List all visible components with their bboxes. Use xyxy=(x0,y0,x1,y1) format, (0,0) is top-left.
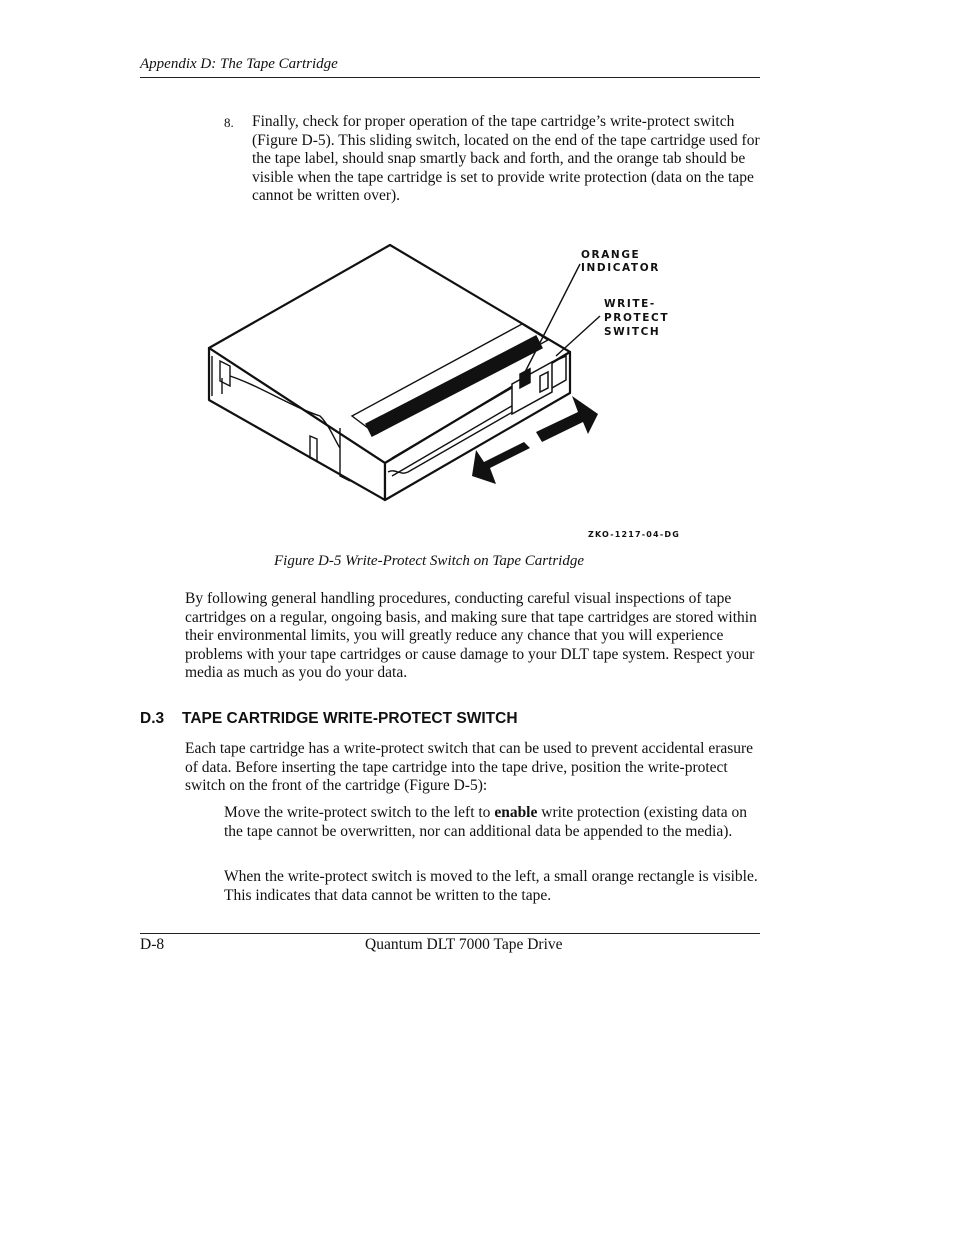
move-text-bold: enable xyxy=(494,804,538,821)
figure-code: ZKO-1217-04-DG xyxy=(588,530,680,539)
paragraph-move-switch xyxy=(224,804,762,841)
move-text-before: Move the write-protect switch to the left to xyxy=(224,804,495,821)
paragraph-orange-visible: When the write-protect switch is moved to the left, a small orange rectangle is visible. This indicates that data cannot be written to the tape. xyxy=(224,868,758,904)
step-text: Finally, check for proper operation of the tape cartridge’s write-protect switch (Figure D-5). This sliding switch, located on the end of the tape cartridge used for the tape label, should snap smartly back and forth, and the orange tab should be visible when the tape cartridge is set to provide write protection (data on the tape cannot be written over). xyxy=(252,113,760,205)
header-rule xyxy=(140,77,760,78)
label-switch-line3: SWITCH xyxy=(604,326,661,338)
section-title: TAPE CARTRIDGE WRITE-PROTECT SWITCH xyxy=(182,710,518,727)
move-text-after: write protection (existing data on the tape cannot be overwritten, nor can additional data be appended to the media). xyxy=(224,804,747,840)
product-name: Quantum DLT 7000 Tape Drive xyxy=(365,936,563,953)
paragraph-intro: Each tape cartridge has a write-protect switch that can be used to prevent accidental erasure of data. Before inserting the tape cartridge into the tape drive, position the write-protect switch on the front of the cartridge (Figure D-5): xyxy=(185,740,754,795)
page-number: D-8 xyxy=(140,936,165,953)
figure-d5 xyxy=(200,236,690,546)
label-switch-line1: WRITE- xyxy=(604,298,656,310)
section-number: D.3 xyxy=(140,710,165,727)
footer-rule xyxy=(140,933,760,934)
label-orange-line2: INDICATOR xyxy=(581,262,660,274)
paragraph-handling: By following general handling procedures, conducting careful visual inspections of tape cartridges on a regular, ongoing basis, and making sure that tape cartridges are stored within their environmental limits, you will greatly reduce any chance that you will experience problems with your tape cartridges or cause damage to your DLT tape system. Respect your media as much as you do your data. xyxy=(185,590,757,682)
step-number: 8. xyxy=(224,115,234,130)
label-switch-line2: PROTECT xyxy=(604,312,670,324)
running-header: Appendix D: The Tape Cartridge xyxy=(140,56,338,72)
arrow-left xyxy=(472,442,530,484)
section-heading xyxy=(140,710,518,728)
label-orange-line1: ORANGE xyxy=(581,249,641,261)
tape-cartridge-illustration xyxy=(200,236,690,546)
figure-caption: Figure D-5 Write-Protect Switch on Tape Cartridge xyxy=(274,553,584,569)
